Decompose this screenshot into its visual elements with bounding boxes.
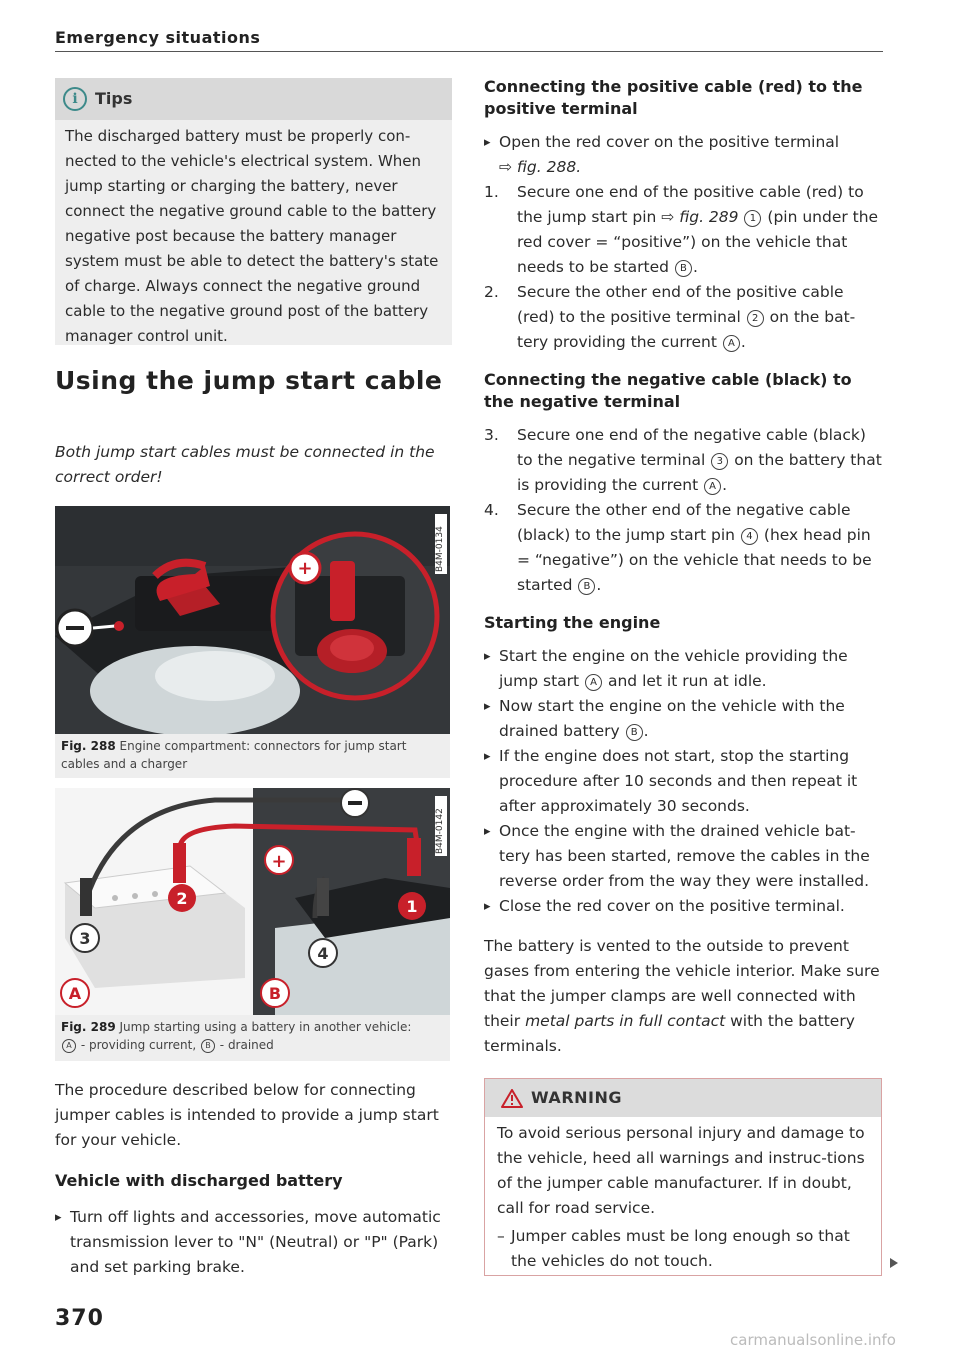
- svg-text:1: 1: [406, 897, 418, 916]
- negative-heading: Connecting the negative cable (black) to the negative terminal: [484, 370, 852, 411]
- warning-triangle-icon: [501, 1089, 523, 1108]
- header-rule: [55, 51, 883, 52]
- right-column: [484, 76, 882, 1059]
- start-bullet-2: ▸ Now start the engine on the vehicle with the drained battery B .: [484, 694, 882, 744]
- step-4: 4. Secure the other end of the negative cable (black) to the jump start pin 4 (hex head pin = “negative”) on the vehicle that needs to be started B .: [484, 501, 872, 594]
- figure-code: B4M-0134: [435, 526, 445, 572]
- figure-289-jump-start: [55, 788, 450, 1015]
- start-bullet-1: ▸ Start the engine on the vehicle providing the jump start A and let it run at idle.: [484, 644, 882, 694]
- figure-caption: Engine compartment: connectors for jump start cables and a charger: [61, 739, 407, 771]
- figure-289-caption: Fig. 289 Jump starting using a battery in another vehicle: A - providing current, B - drained: [55, 1015, 450, 1061]
- svg-text:B: B: [268, 984, 282, 1003]
- figure-label: Fig. 288: [61, 739, 116, 753]
- svg-text:+: +: [297, 558, 313, 579]
- section-subtitle: Both jump start cables must be connected in the correct order!: [55, 443, 435, 486]
- figure-288-caption: [55, 734, 450, 778]
- continued-arrow-icon: [890, 1258, 898, 1268]
- section-title: Using the jump start cable: [55, 366, 443, 395]
- step-3: 3. Secure one end of the negative cable (black) to the negative terminal 3 on the battery that is providing the current A .: [484, 426, 882, 494]
- figure-288-engine-compartment: [55, 506, 450, 734]
- figure-code: B4M-0142: [435, 808, 445, 854]
- tips-body: The discharged battery must be properly con-nected to the vehicle's electrical system. When jump starting or charging the battery, never connect the negative ground cable to the battery negative post because the battery manager system must be able to detect the battery's state of charge. Always connect the negative ground cable to the negative ground post of the battery manager control unit.: [65, 127, 439, 345]
- warning-header: [485, 1079, 881, 1117]
- engine-illustration: [55, 506, 450, 734]
- start-bullet-3: ▸ If the engine does not start, stop the starting procedure after 10 seconds and then repeat it after approximately 30 seconds.: [484, 744, 882, 819]
- figure-label: Fig. 289: [61, 1020, 116, 1034]
- warning-item: – Jumper cables must be long enough so that the vehicles do not touch.: [497, 1224, 869, 1274]
- tips-box: [55, 78, 452, 345]
- starting-heading: Starting the engine: [484, 613, 661, 632]
- svg-text:+: +: [271, 851, 287, 872]
- running-header: Emergency situations: [55, 28, 261, 47]
- page-number: 370: [55, 1306, 104, 1331]
- step-1: 1. Secure one end of the positive cable (red) to the jump start pin ⇨ fig. 289 1 (pin under the red cover = “positive”) on the vehicle that needs to be started B .: [484, 183, 879, 276]
- tips-header: [55, 78, 452, 120]
- vehicle-heading: Vehicle with discharged battery: [55, 1171, 343, 1190]
- positive-bullet: ▸ Open the red cover on the positive terminal ⇨ fig. 288.: [484, 130, 882, 180]
- vehicle-bullet: ▸ Turn off lights and accessories, move automatic transmission lever to "N" (Neutral) or "P" (Park) and set parking brake.: [55, 1205, 467, 1280]
- svg-text:A: A: [68, 984, 82, 1003]
- step-2: 2. Secure the other end of the positive cable (red) to the positive terminal 2 on the bat-tery providing the current A .: [484, 283, 856, 351]
- warning-box: [484, 1078, 882, 1276]
- info-icon: i: [63, 87, 87, 111]
- warning-title: WARNING: [531, 1088, 622, 1107]
- svg-text:3: 3: [79, 929, 91, 948]
- start-bullet-4: ▸ Once the engine with the drained vehicle bat-tery has been started, remove the cables in the reverse order from the way they were installed.: [484, 819, 882, 894]
- vent-paragraph: The battery is vented to the outside to prevent gases from entering the vehicle interior. Make sure that the jumper clamps are well connected with their metal parts in full contact with the battery terminals.: [484, 937, 880, 1055]
- warning-body: To avoid serious personal injury and damage to the vehicle, heed all warnings and instruc-tions of the jumper cable manufacturer. If in doubt, call for road service. – Jumper cables must be long enough so that the vehicles do not touch.: [497, 1121, 869, 1274]
- svg-text:2: 2: [176, 889, 188, 908]
- intro-paragraph: The procedure described below for connecting jumper cables is intended to provide a jump start for your vehicle.: [55, 1081, 439, 1149]
- start-bullet-5: ▸ Close the red cover on the positive terminal.: [484, 894, 882, 919]
- svg-text:4: 4: [317, 944, 329, 963]
- tips-title: Tips: [95, 89, 133, 108]
- watermark: carmanualsonline.info: [730, 1331, 896, 1349]
- jump-start-illustration: [55, 788, 450, 1015]
- positive-heading: Connecting the positive cable (red) to the positive terminal: [484, 77, 863, 118]
